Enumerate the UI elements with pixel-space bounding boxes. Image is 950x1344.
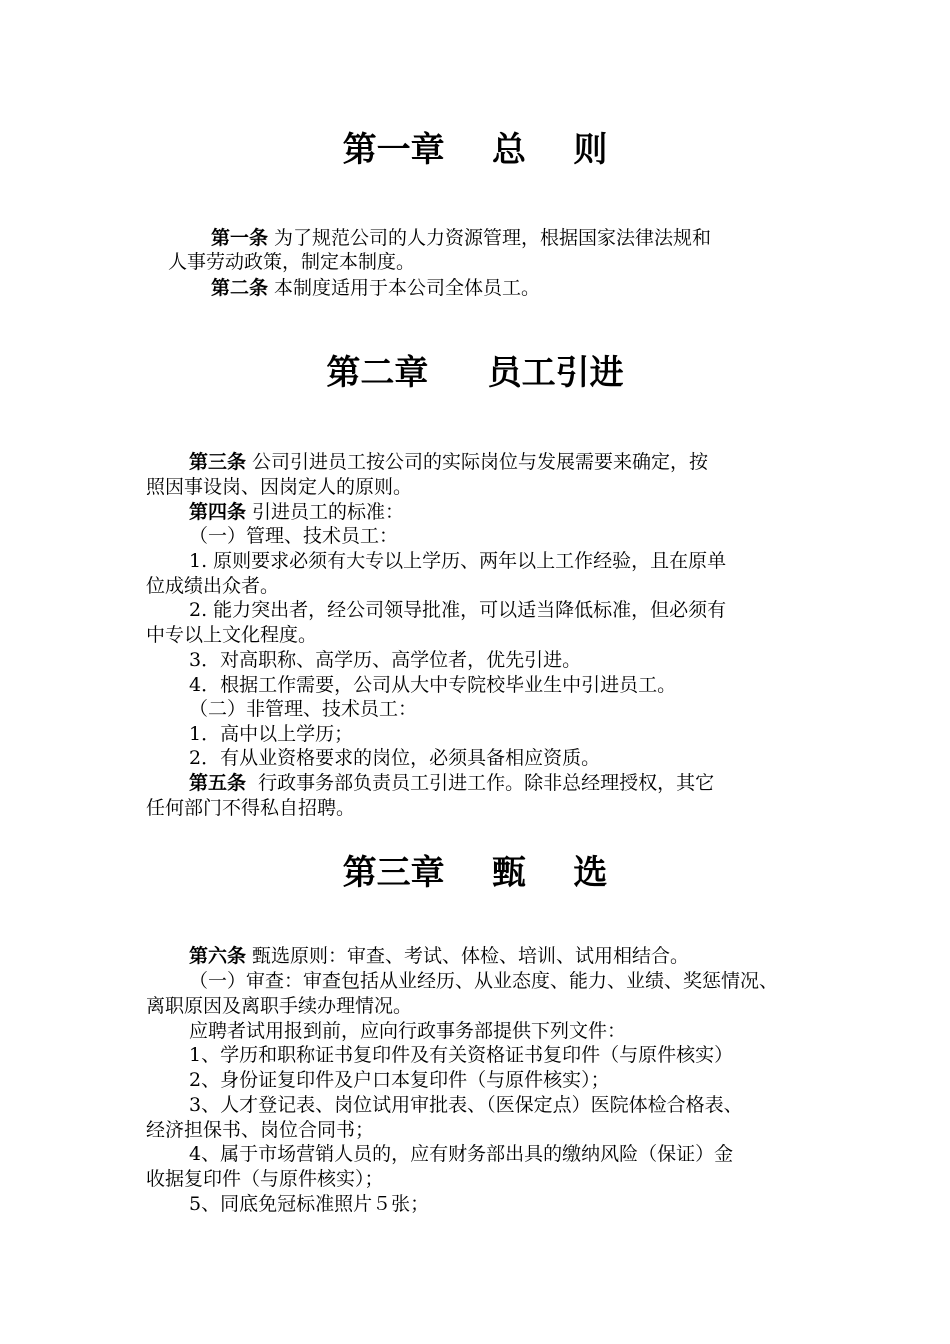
item-6: 2．有从业资格要求的岗位，必须具备相应资质。: [189, 747, 601, 769]
article-5-line-1: [189, 771, 714, 795]
article-6-text: 甄选原则：审查、考试、体检、培训、试用相结合。: [246, 945, 690, 967]
document-4-line-1: 4、属于市场营销人员的，应有财务部出具的缴纳风险（保证）金: [189, 1143, 734, 1165]
article-1-text: 为了规范公司的人力资源管理，根据国家法律法规和: [268, 227, 712, 249]
article-3-text: 公司引进员工按公司的实际岗位与发展需要来确定，按: [246, 451, 709, 473]
chapter-1-title: 第一章 总 则: [342, 130, 608, 170]
article-1-line-1: [211, 226, 711, 250]
subsection-non-management: （二）非管理、技术员工：: [189, 698, 418, 720]
chapter-2-title: 第二章 员工引进: [326, 353, 624, 393]
item-4: 4．根据工作需要，公司从大中专院校毕业生中引进员工。: [189, 674, 677, 696]
document-1: 1、学历和职称证书复印件及有关资格证书复印件（与原件核实）: [189, 1044, 734, 1066]
item-2-line-1: 2. 能力突出者，经公司领导批准，可以适当降低标准，但必须有: [189, 599, 727, 621]
item-3: 3．对高职称、高学历、高学位者，优先引进。: [189, 649, 582, 671]
document-3-line-2: 经济担保书、岗位合同书；: [146, 1119, 375, 1141]
review-line-2: 离职原因及离职手续办理情况。: [146, 995, 413, 1017]
document-3-line-1: 3、人才登记表、岗位试用审批表、（医保定点）医院体检合格表、: [189, 1094, 743, 1116]
article-3-label: 第三条: [189, 451, 247, 473]
document-2: 2、身份证复印件及户口本复印件（与原件核实）；: [189, 1069, 610, 1091]
item-2-line-2: 中专以上文化程度。: [146, 624, 318, 646]
review-line-1: （一）审查：审查包括从业经历、从业态度、能力、业绩、奖惩情况、: [189, 970, 779, 992]
article-2-label: 第二条: [211, 277, 269, 299]
item-5: 1．高中以上学历；: [189, 723, 354, 745]
article-4: [189, 500, 404, 524]
article-1-label: 第一条: [211, 227, 269, 249]
subsection-management: （一）管理、技术员工：: [189, 525, 399, 547]
item-1-line-1: 1. 原则要求必须有大专以上学历、两年以上工作经验，且在原单: [189, 550, 727, 572]
article-2-text: 本制度适用于本公司全体员工。: [268, 277, 541, 299]
document-4-line-2: 收据复印件（与原件核实）；: [146, 1168, 384, 1190]
chapter-3-title: 第三章 甄 选: [342, 853, 608, 893]
article-6: [189, 944, 689, 968]
item-1-line-2: 位成绩出众者。: [146, 575, 280, 597]
article-5-label: 第五条: [189, 772, 247, 794]
article-1-line-2: 人事劳动政策，制定本制度。: [168, 251, 416, 273]
article-2: [211, 276, 540, 300]
document-5: 5、同底免冠标准照片５张；: [189, 1193, 430, 1215]
article-5-text: 行政事务部负责员工引进工作。除非总经理授权，其它: [246, 772, 715, 794]
article-3-line-1: [189, 450, 708, 474]
article-5-line-2: 任何部门不得私自招聘。: [146, 797, 356, 819]
article-3-line-2: 照因事设岗、因岗定人的原则。: [146, 476, 413, 498]
documents-intro: 应聘者试用报到前，应向行政事务部提供下列文件：: [189, 1020, 627, 1042]
article-6-label: 第六条: [189, 945, 247, 967]
article-4-text: 引进员工的标准：: [246, 501, 405, 523]
article-4-label: 第四条: [189, 501, 247, 523]
